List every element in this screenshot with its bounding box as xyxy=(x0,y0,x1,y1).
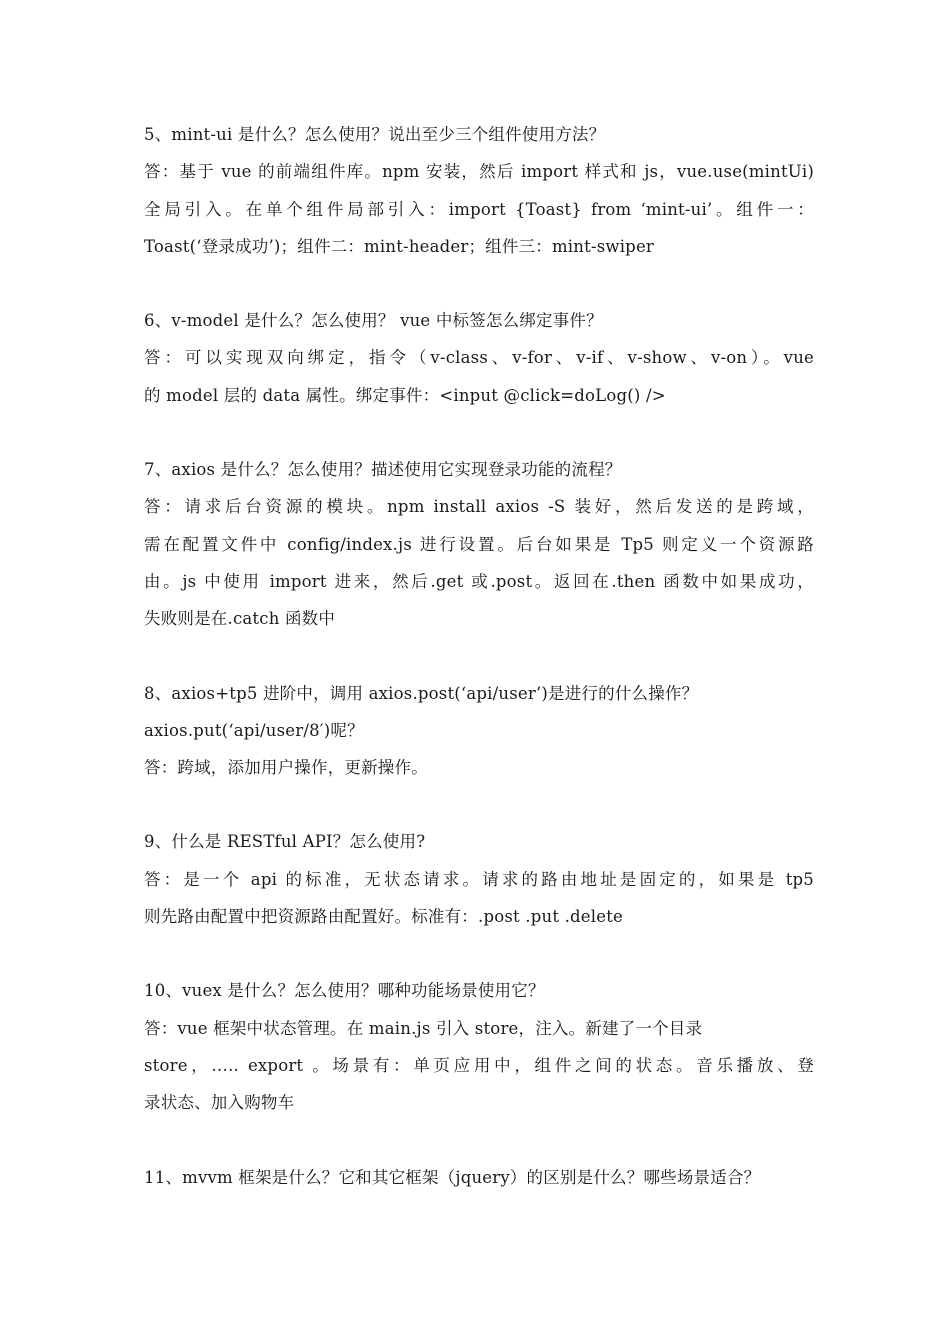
answer-line: Toast(‘登录成功’)；组件二：mint-header；组件三：mint-swiper xyxy=(144,236,654,256)
question-heading: 6、v-model 是什么？怎么使用？ vue 中标签怎么绑定事件？ xyxy=(144,311,603,331)
question-heading: 5、mint-ui 是什么？怎么使用？说出至少三个组件使用方法？ xyxy=(144,125,606,144)
answer-line: 需在配置文件中 config/index.js 进行设置。后台如果是 Tp5 则定义一个资源路 xyxy=(144,534,814,554)
answer-line: store，….. export 。场景有：单页应用中，组件之间的状态。音乐播放、登 xyxy=(144,1055,814,1075)
answer-line: 的 model 层的 data 属性。绑定事件：<input @click=doLog() /> xyxy=(144,385,666,405)
answer-line: 答：跨域，添加用户操作，更新操作。 xyxy=(144,758,428,778)
answer-line: 录状态、加入购物车 xyxy=(144,1093,295,1113)
qa-block-9 xyxy=(144,823,814,935)
answer-line: 失败则是在.catch 函数中 xyxy=(144,609,336,629)
answer-line: 全局引入。在单个组件局部引入：import {Toast} from ‘mint-ui’。组件一： xyxy=(144,199,814,219)
qa-block-8 xyxy=(144,675,814,787)
answer-line: 答：基于 vue 的前端组件库。npm 安装，然后 import 样式和 js，vue.use(mintUi) xyxy=(144,162,814,182)
question-heading: 10、vuex 是什么？怎么使用？哪种功能场景使用它？ xyxy=(144,981,545,1001)
qa-block-7 xyxy=(144,451,814,637)
answer-line: 答：vue 框架中状态管理。在 main.js 引入 store，注入。新建了一个目录 xyxy=(144,1018,703,1038)
question-heading: 7、axios 是什么？怎么使用？描述使用它实现登录功能的流程？ xyxy=(144,460,622,480)
question-heading: 8、axios+tp5 进阶中，调用 axios.post(‘api/user’)是进行的什么操作？ xyxy=(144,683,699,703)
answer-line: 答：请求后台资源的模块。npm install axios -S 装好，然后发送的是跨域， xyxy=(144,497,814,517)
qa-block-5 xyxy=(144,116,814,265)
question-heading: 11、mvvm 框架是什么？它和其它框架（jquery）的区别是什么？哪些场景适合？ xyxy=(144,1167,761,1187)
qa-block-10 xyxy=(144,972,814,1121)
qa-block-6 xyxy=(144,302,814,414)
qa-block-11 xyxy=(144,1159,814,1196)
document-page xyxy=(144,116,814,1233)
question-heading: 9、什么是 RESTful API？怎么使用? xyxy=(144,832,426,852)
answer-line: 由。js 中使用 import 进来，然后.get 或.post。返回在.then 函数中如果成功， xyxy=(144,571,814,591)
answer-line: 答：可以实现双向绑定，指令（v-class、v-for、v-if、v-show、v-on）。vue xyxy=(144,348,814,368)
question-heading-continued: axios.put(‘api/user/8′)呢？ xyxy=(144,720,364,740)
answer-line: 则先路由配置中把资源路由配置好。标准有：.post .put .delete xyxy=(144,907,624,927)
answer-line: 答：是一个 api 的标准，无状态请求。请求的路由地址是固定的，如果是 tp5 xyxy=(144,869,814,889)
